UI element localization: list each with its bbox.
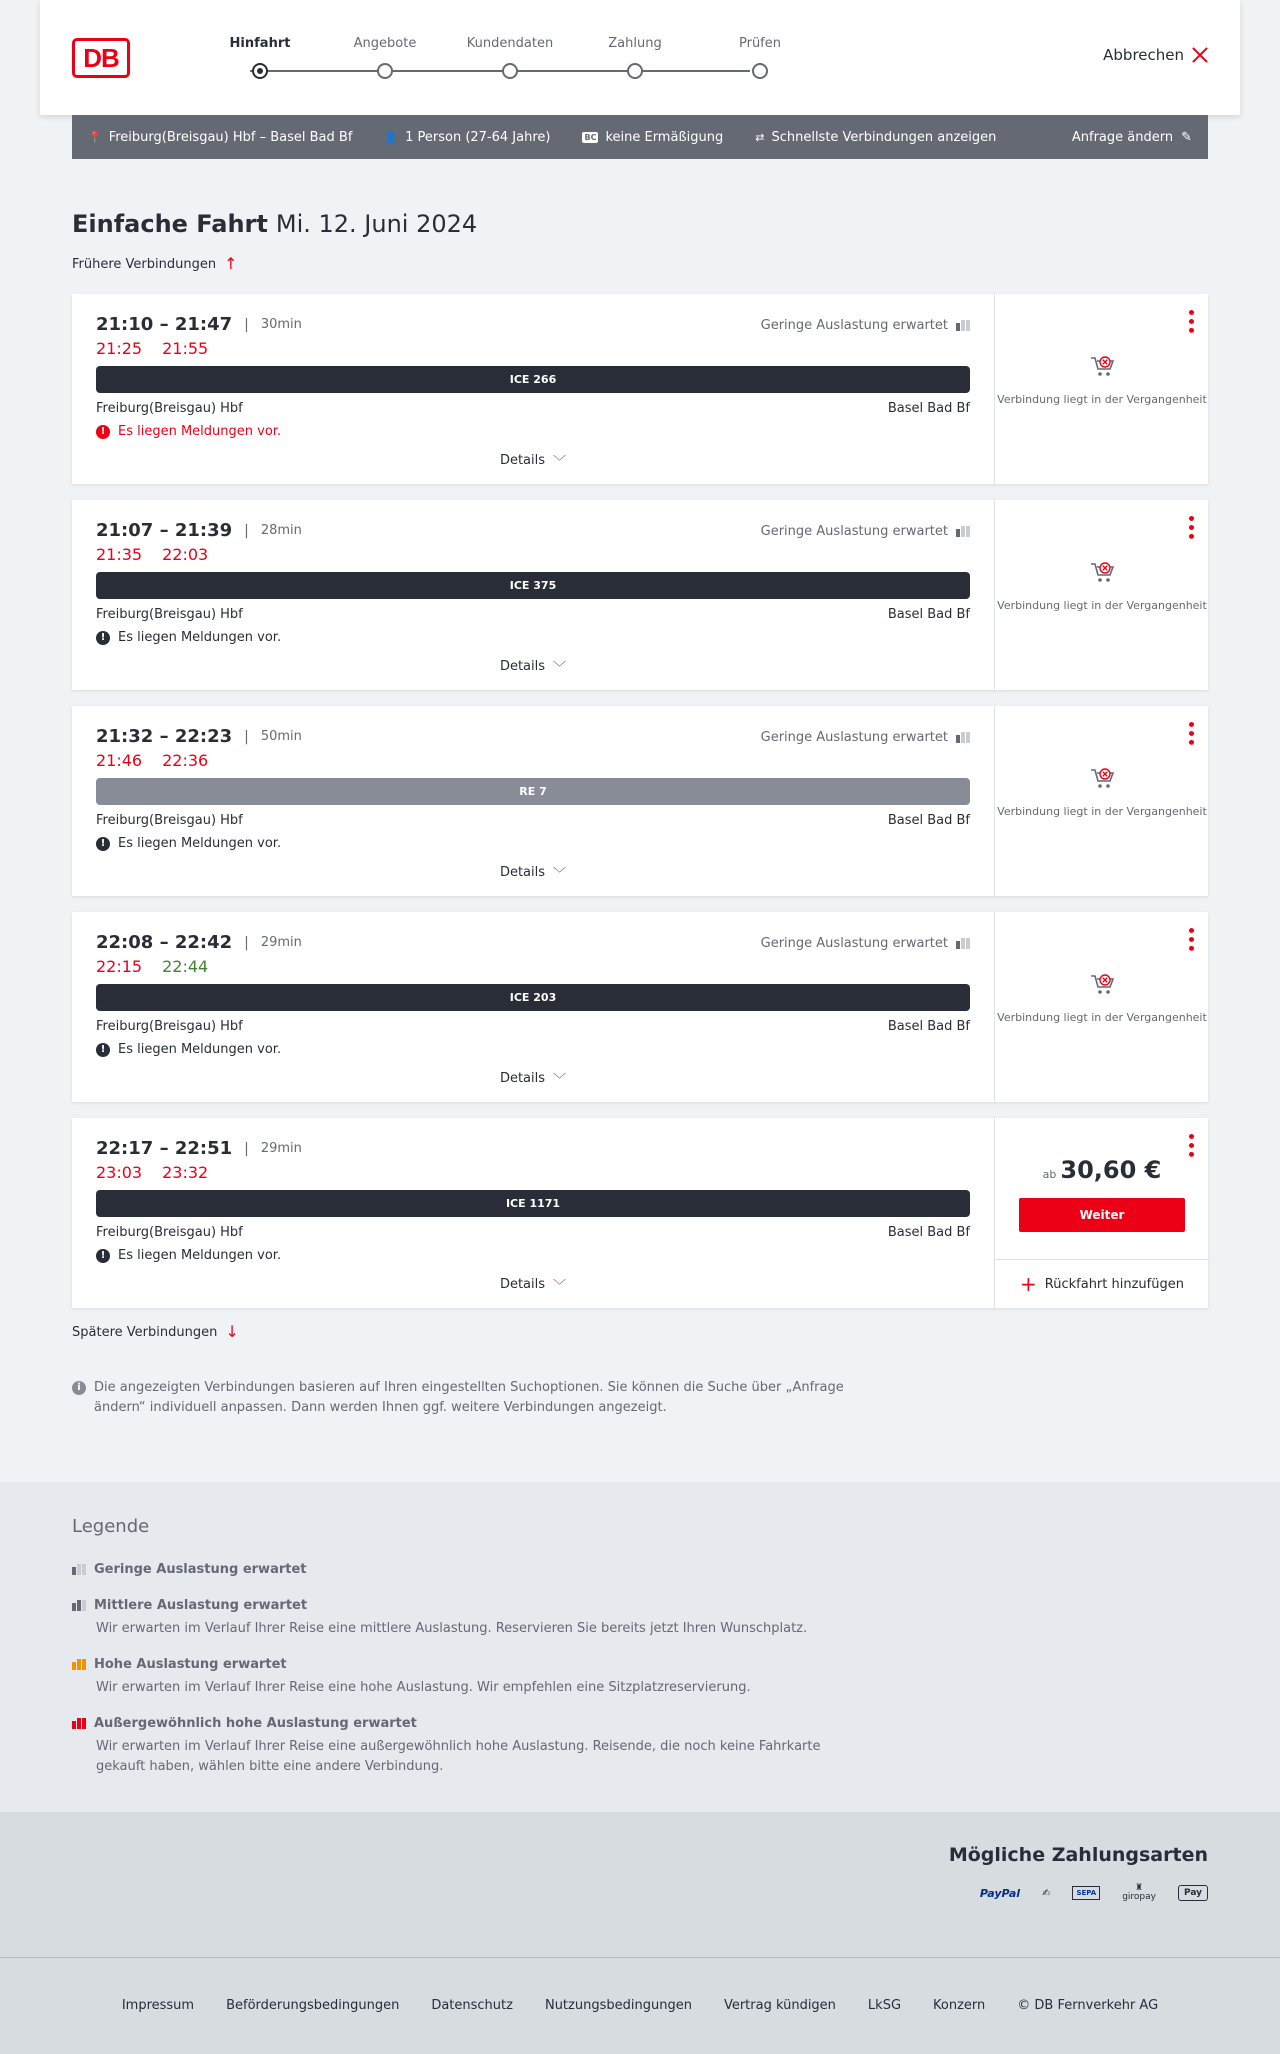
- chevron-down-icon: ﹀: [553, 867, 567, 882]
- earlier-connections-link[interactable]: [72, 256, 238, 272]
- trip-date: Mi. 12. Juni 2024: [275, 210, 478, 238]
- discount-summary: [582, 130, 723, 145]
- offer-panel: [994, 1118, 1208, 1308]
- destination-station: Basel Bad Bf: [887, 1019, 970, 1034]
- realtime-times: 22:15 22:44: [96, 957, 209, 976]
- destination-station: Basel Bad Bf: [887, 813, 970, 828]
- more-options-icon[interactable]: •••: [1182, 514, 1198, 541]
- payment-methods-section: [0, 1812, 1280, 1957]
- footer-link-kuendigen[interactable]: Vertrag kündigen: [723, 1998, 836, 2013]
- planned-times: 22:08 – 22:42 | 29min: [96, 932, 302, 953]
- credit-card-icon: ✍: [1042, 1887, 1051, 1899]
- train-bar: ICE 375: [96, 572, 970, 599]
- legend-desc: Wir erwarten im Verlauf Ihrer Reise eine hohe Auslastung. Wir empfehlen eine Sitzplatzreservierung.: [96, 1680, 751, 1695]
- disruption-message[interactable]: ! Es liegen Meldungen vor.: [96, 1042, 970, 1057]
- occupancy-low-icon: [956, 320, 970, 331]
- alert-icon: !: [96, 1043, 110, 1057]
- realtime-times: 21:35 22:03: [96, 545, 209, 564]
- progress-steps: [210, 36, 781, 86]
- destination-station: Basel Bad Bf: [887, 607, 970, 622]
- route-text: Freiburg(Breisgau) Hbf – Basel Bad Bf: [108, 129, 353, 145]
- past-connection-notice: Verbindung liegt in der Vergangenheit: [995, 560, 1209, 614]
- price: ab 30,60 €: [1042, 1156, 1162, 1184]
- db-logo[interactable]: DB: [72, 38, 130, 78]
- continue-button[interactable]: Weiter: [1019, 1198, 1185, 1232]
- edit-request-label: Anfrage ändern: [1071, 129, 1174, 145]
- footer-link-impressum[interactable]: Impressum: [121, 1998, 195, 2013]
- cancel-button[interactable]: [1103, 46, 1208, 64]
- occupancy-low-icon: [956, 526, 970, 537]
- paypal-icon: PayPal: [979, 1886, 1021, 1900]
- origin-station: Freiburg(Breisgau) Hbf: [96, 401, 243, 416]
- alert-icon: !: [96, 631, 110, 645]
- planned-times: 21:10 – 21:47 | 30min: [96, 314, 302, 335]
- stations: [96, 607, 970, 622]
- disruption-message[interactable]: ! Es liegen Meldungen vor.: [96, 1248, 970, 1263]
- duration: 30min: [260, 317, 302, 332]
- disruption-message[interactable]: ! Es liegen Meldungen vor.: [96, 630, 970, 645]
- search-summary-bar: [72, 115, 1208, 159]
- past-connection-notice: Verbindung liegt in der Vergangenheit: [995, 354, 1209, 408]
- legend-desc: Wir erwarten im Verlauf Ihrer Reise eine mittlere Auslastung. Reservieren Sie bereits jetzt Ihren Wunschplatz.: [96, 1621, 808, 1636]
- train-bar: ICE 266: [96, 366, 970, 393]
- fastest-summary: [755, 130, 996, 145]
- header: [40, 0, 1240, 115]
- step-zahlung: Zahlung: [585, 36, 685, 51]
- train-bar: ICE 203: [96, 984, 970, 1011]
- footer: [0, 1957, 1280, 2054]
- step-dot: [502, 63, 518, 79]
- step-dot-active: [252, 63, 268, 79]
- details-toggle[interactable]: Details ﹀: [499, 453, 567, 470]
- footer-links: [0, 1998, 1280, 2013]
- origin-station: Freiburg(Breisgau) Hbf: [96, 1225, 243, 1240]
- planned-times: 22:17 – 22:51 | 29min: [96, 1138, 302, 1159]
- passenger-text: 1 Person (27-64 Jahre): [405, 129, 551, 145]
- planned-times: 21:07 – 21:39 | 28min: [96, 520, 302, 541]
- destination-station: Basel Bad Bf: [887, 401, 970, 416]
- more-options-icon[interactable]: •••: [1182, 926, 1198, 953]
- payment-icons: [980, 1884, 1208, 1902]
- later-connections-link[interactable]: [72, 1324, 239, 1340]
- footer-link-konzern[interactable]: Konzern: [933, 1998, 986, 2013]
- step-dot: [377, 63, 393, 79]
- realtime-times: 23:03 23:32: [96, 1163, 209, 1182]
- train-bar: RE 7: [96, 778, 970, 805]
- stations: [96, 813, 970, 828]
- origin-station: Freiburg(Breisgau) Hbf: [96, 813, 243, 828]
- step-hinfahrt: Hinfahrt: [210, 36, 310, 51]
- occupancy-info: Geringe Auslastung erwartet: [761, 318, 970, 333]
- duration: 50min: [260, 729, 302, 744]
- offer-panel: [994, 294, 1208, 484]
- past-connection-notice: Verbindung liegt in der Vergangenheit: [995, 972, 1209, 1026]
- offer-panel: [994, 912, 1208, 1102]
- stations: [96, 1019, 970, 1034]
- trip-type: Einfache Fahrt: [72, 210, 268, 238]
- location-pin-icon: 📍: [88, 130, 102, 144]
- occupancy-very-high-icon: [72, 1718, 86, 1729]
- fastest-text: Schnellste Verbindungen anzeigen: [771, 129, 997, 145]
- step-kundendaten: Kundendaten: [460, 36, 560, 51]
- giropay-icon: ♜ giropay: [1122, 1883, 1156, 1902]
- sepa-icon: SEPA: [1072, 1886, 1100, 1900]
- details-toggle[interactable]: Details ﹀: [499, 865, 567, 882]
- alert-icon: !: [96, 425, 110, 439]
- occupancy-high-icon: [72, 1659, 86, 1670]
- stations: [96, 1225, 970, 1240]
- planned-times: 21:32 – 22:23 | 50min: [96, 726, 302, 747]
- swap-arrows-icon: ⇄: [755, 130, 765, 144]
- duration: 29min: [260, 935, 302, 950]
- person-icon: 👤: [384, 130, 399, 144]
- step-pruefen: Prüfen: [710, 36, 810, 51]
- chevron-down-icon: ﹀: [553, 455, 567, 470]
- offer-panel: [994, 500, 1208, 690]
- train-bar: ICE 1171: [96, 1190, 970, 1217]
- footer-copyright: © DB Fernverkehr AG: [1017, 1998, 1159, 2013]
- earlier-label: Frühere Verbindungen: [72, 256, 217, 272]
- occupancy-info: Geringe Auslastung erwartet: [761, 524, 970, 539]
- step-dot: [752, 63, 768, 79]
- bahncard-icon: BC: [584, 132, 597, 142]
- occupancy-low-icon: [72, 1564, 86, 1575]
- more-options-icon[interactable]: •••: [1182, 1132, 1198, 1159]
- more-options-icon[interactable]: •••: [1182, 720, 1198, 747]
- origin-station: Freiburg(Breisgau) Hbf: [96, 1019, 243, 1034]
- page-title: [72, 210, 477, 238]
- stations: [96, 401, 970, 416]
- legend-section: [0, 1482, 1280, 1812]
- disruption-message[interactable]: ! Es liegen Meldungen vor.: [96, 424, 970, 439]
- chevron-down-icon: ﹀: [553, 1073, 567, 1088]
- cart-unavailable-icon: [1089, 972, 1115, 996]
- legend-item-low: Geringe Auslastung erwartet: [72, 1562, 872, 1577]
- legend-title: Legende: [72, 1516, 150, 1537]
- footer-link-datenschutz[interactable]: Datenschutz: [431, 1998, 513, 2013]
- passenger-summary: [384, 130, 550, 145]
- search-info-note: [72, 1378, 852, 1418]
- info-icon: i: [72, 1381, 86, 1395]
- cart-unavailable-icon: [1089, 354, 1115, 378]
- occupancy-info: Geringe Auslastung erwartet: [761, 936, 970, 951]
- realtime-times: 21:25 21:55: [96, 339, 209, 358]
- arrow-down-icon: ↓: [225, 1322, 239, 1341]
- cancel-label: Abbrechen: [1103, 46, 1184, 64]
- legend-item-very-high: Außergewöhnlich hohe Auslastung erwartet Wir erwarten im Verlauf Ihrer Reise eine außergewöhnlich hohe Auslastung. Reisende, die noch keine Fahrkarte gekauft haben, wählen bitte eine andere Verbindung.: [72, 1716, 872, 1777]
- details-toggle[interactable]: Details ﹀: [499, 659, 567, 676]
- footer-link-lksg[interactable]: LkSG: [867, 1998, 902, 2013]
- legend-desc: Wir erwarten im Verlauf Ihrer Reise eine außergewöhnlich hohe Auslastung. Reisende, die noch keine Fahrkarte gekauft haben, wählen bitte eine andere Verbindung.: [96, 1739, 821, 1774]
- occupancy-low-icon: [956, 732, 970, 743]
- connection-card[interactable]: [72, 500, 1208, 690]
- details-toggle[interactable]: Details ﹀: [499, 1071, 567, 1088]
- connection-card[interactable]: [72, 1118, 1208, 1308]
- cart-unavailable-icon: [1089, 560, 1115, 584]
- step-angebote: Angebote: [335, 36, 435, 51]
- plus-icon: +: [1020, 1272, 1037, 1296]
- connection-card[interactable]: [72, 912, 1208, 1102]
- chevron-down-icon: ﹀: [553, 661, 567, 676]
- progress-line: [250, 70, 750, 72]
- details-toggle[interactable]: Details ﹀: [499, 1277, 567, 1294]
- chevron-down-icon: ﹀: [553, 1279, 567, 1294]
- destination-station: Basel Bad Bf: [887, 1225, 970, 1240]
- occupancy-low-icon: [956, 938, 970, 949]
- realtime-times: 21:46 22:36: [96, 751, 209, 770]
- add-return-button[interactable]: + Rückfahrt hinzufügen: [995, 1259, 1209, 1308]
- apple-pay-icon: Pay: [1178, 1885, 1208, 1901]
- footer-link-nutzung[interactable]: Nutzungsbedingungen: [544, 1998, 692, 2013]
- cart-unavailable-icon: [1089, 766, 1115, 790]
- occupancy-info: Geringe Auslastung erwartet: [761, 730, 970, 745]
- close-icon: [1192, 47, 1208, 63]
- alert-icon: !: [96, 1249, 110, 1263]
- duration: 29min: [260, 1141, 302, 1156]
- step-dot: [627, 63, 643, 79]
- pencil-icon: ✎: [1181, 129, 1192, 145]
- later-label: Spätere Verbindungen: [72, 1324, 218, 1340]
- origin-station: Freiburg(Breisgau) Hbf: [96, 607, 243, 622]
- duration: 28min: [260, 523, 302, 538]
- alert-icon: !: [96, 837, 110, 851]
- footer-link-befoerderung[interactable]: Beförderungsbedingungen: [226, 1998, 400, 2013]
- connection-card[interactable]: [72, 706, 1208, 896]
- connection-card[interactable]: [72, 294, 1208, 484]
- offer-panel: [994, 706, 1208, 896]
- occupancy-medium-icon: [72, 1600, 86, 1611]
- legend-item-medium: Mittlere Auslastung erwartet Wir erwarten im Verlauf Ihrer Reise eine mittlere Auslastung. Reservieren Sie bereits jetzt Ihren Wunschplatz.: [72, 1598, 872, 1639]
- edit-request-button[interactable]: [1072, 130, 1192, 145]
- info-text: Die angezeigten Verbindungen basieren auf Ihren eingestellten Suchoptionen. Sie können die Suche über „Anfrage ändern“ individuell anpassen. Dann werden Ihnen ggf. weitere Verbindungen angezeigt.: [94, 1380, 844, 1415]
- past-connection-notice: Verbindung liegt in der Vergangenheit: [995, 766, 1209, 820]
- disruption-message[interactable]: ! Es liegen Meldungen vor.: [96, 836, 970, 851]
- legend-item-high: Hohe Auslastung erwartet Wir erwarten im Verlauf Ihrer Reise eine hohe Auslastung. Wir empfehlen eine Sitzplatzreservierung.: [72, 1657, 872, 1698]
- payment-title: Mögliche Zahlungsarten: [948, 1844, 1208, 1866]
- route-summary: [88, 130, 352, 145]
- discount-text: keine Ermäßigung: [605, 129, 724, 145]
- more-options-icon[interactable]: •••: [1182, 308, 1198, 335]
- arrow-up-icon: ↑: [224, 254, 238, 273]
